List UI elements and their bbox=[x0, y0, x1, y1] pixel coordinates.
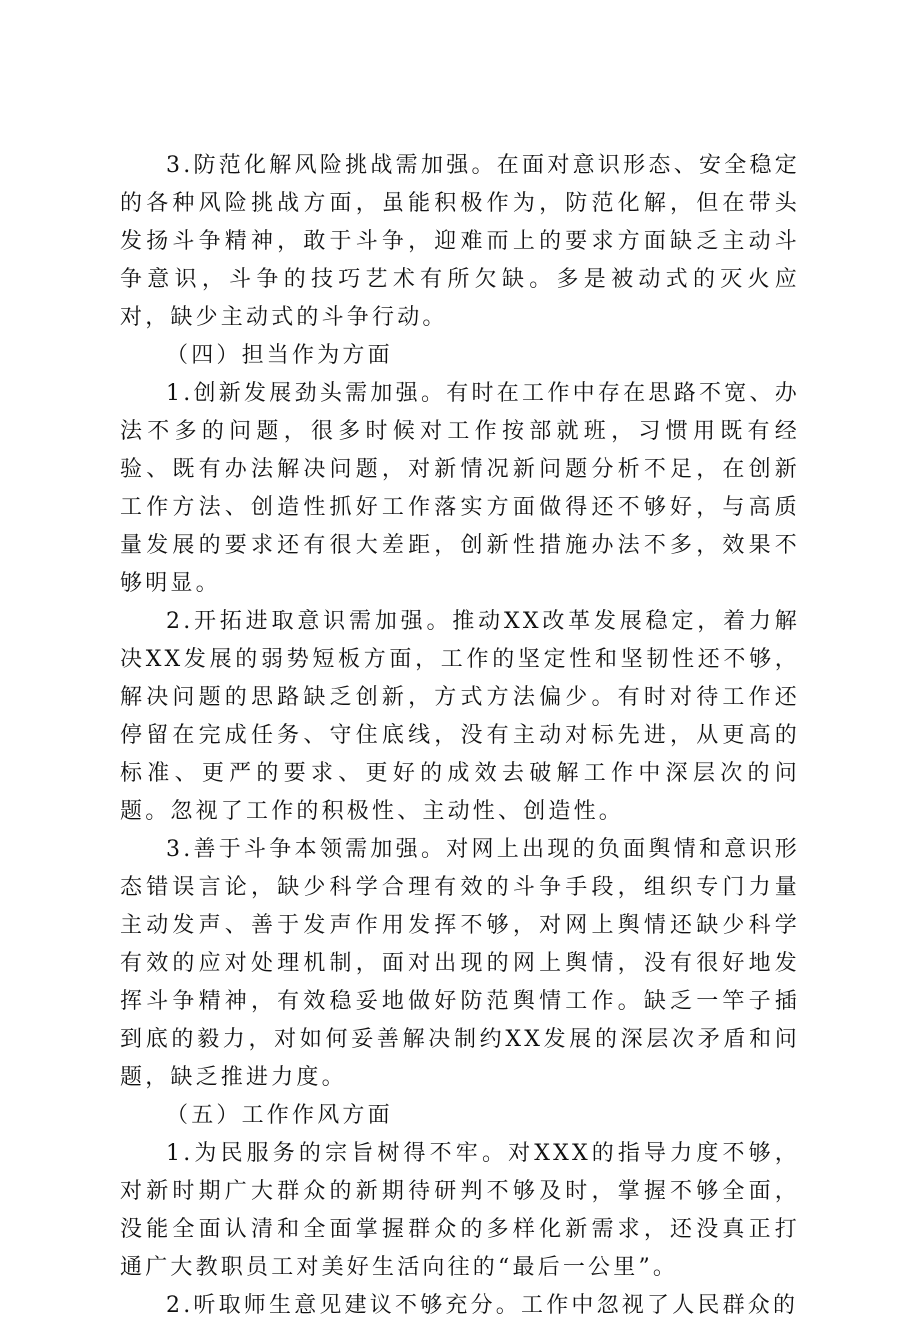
document-body bbox=[120, 147, 800, 1325]
paragraph-serve-people: 1.为民服务的宗旨树得不牢。对XXX的指导力度不够，对新时期广大群众的新期待研判不够及时，掌握不够全面，没能全面认清和全面掌握群众的多样化新需求，还没真正打通广大教职员工对美好生活向往的“最后一公里”。 bbox=[120, 1141, 800, 1280]
section-heading-responsibility: （四）担当作为方面 bbox=[166, 343, 393, 368]
paragraph-listen-opinions: 2.听取师生意见建议不够充分。工作中忽视了人民群众的 bbox=[166, 1293, 799, 1318]
section-heading-work-style: （五）工作作风方面 bbox=[166, 1103, 393, 1128]
paragraph-enterprise: 2.开拓进取意识需加强。推动XX改革发展稳定，着力解决XX发展的弱势短板方面，工作的坚定性和坚韧性还不够，解决问题的思路缺乏创新，方式方法偏少。有时对待工作还停留在完成任务、守住底线，没有主动对标先进，从更高的标准、更严的要求、更好的成效去破解工作中深层次的问题。忽视了工作的积极性、主动性、创造性。 bbox=[120, 609, 800, 824]
paragraph-struggle-skill: 3.善于斗争本领需加强。对网上出现的负面舆情和意识形态错误言论，缺少科学合理有效的斗争手段，组织专门力量主动发声、善于发声作用发挥不够，对网上舆情还缺少科学有效的应对处理机制，面对出现的网上舆情，没有很好地发挥斗争精神，有效稳妥地做好防范舆情工作。缺乏一竿子插到底的毅力，对如何妥善解决制约XX发展的深层次矛盾和问题，缺乏推进力度。 bbox=[120, 837, 800, 1090]
paragraph-innovation: 1.创新发展劲头需加强。有时在工作中存在思路不宽、办法不多的问题，很多时候对工作按部就班，习惯用既有经验、既有办法解决问题，对新情况新问题分析不足，在创新工作方法、创造性抓好工作落实方面做得还不够好，与高质量发展的要求还有很大差距，创新性措施办法不多，效果不够明显。 bbox=[120, 381, 800, 596]
paragraph-risk-prevention: 3.防范化解风险挑战需加强。在面对意识形态、安全稳定的各种风险挑战方面，虽能积极作为，防范化解，但在带头发扬斗争精神，敢于斗争，迎难而上的要求方面缺乏主动斗争意识，斗争的技巧艺术有所欠缺。多是被动式的灭火应对，缺少主动式的斗争行动。 bbox=[120, 153, 800, 330]
